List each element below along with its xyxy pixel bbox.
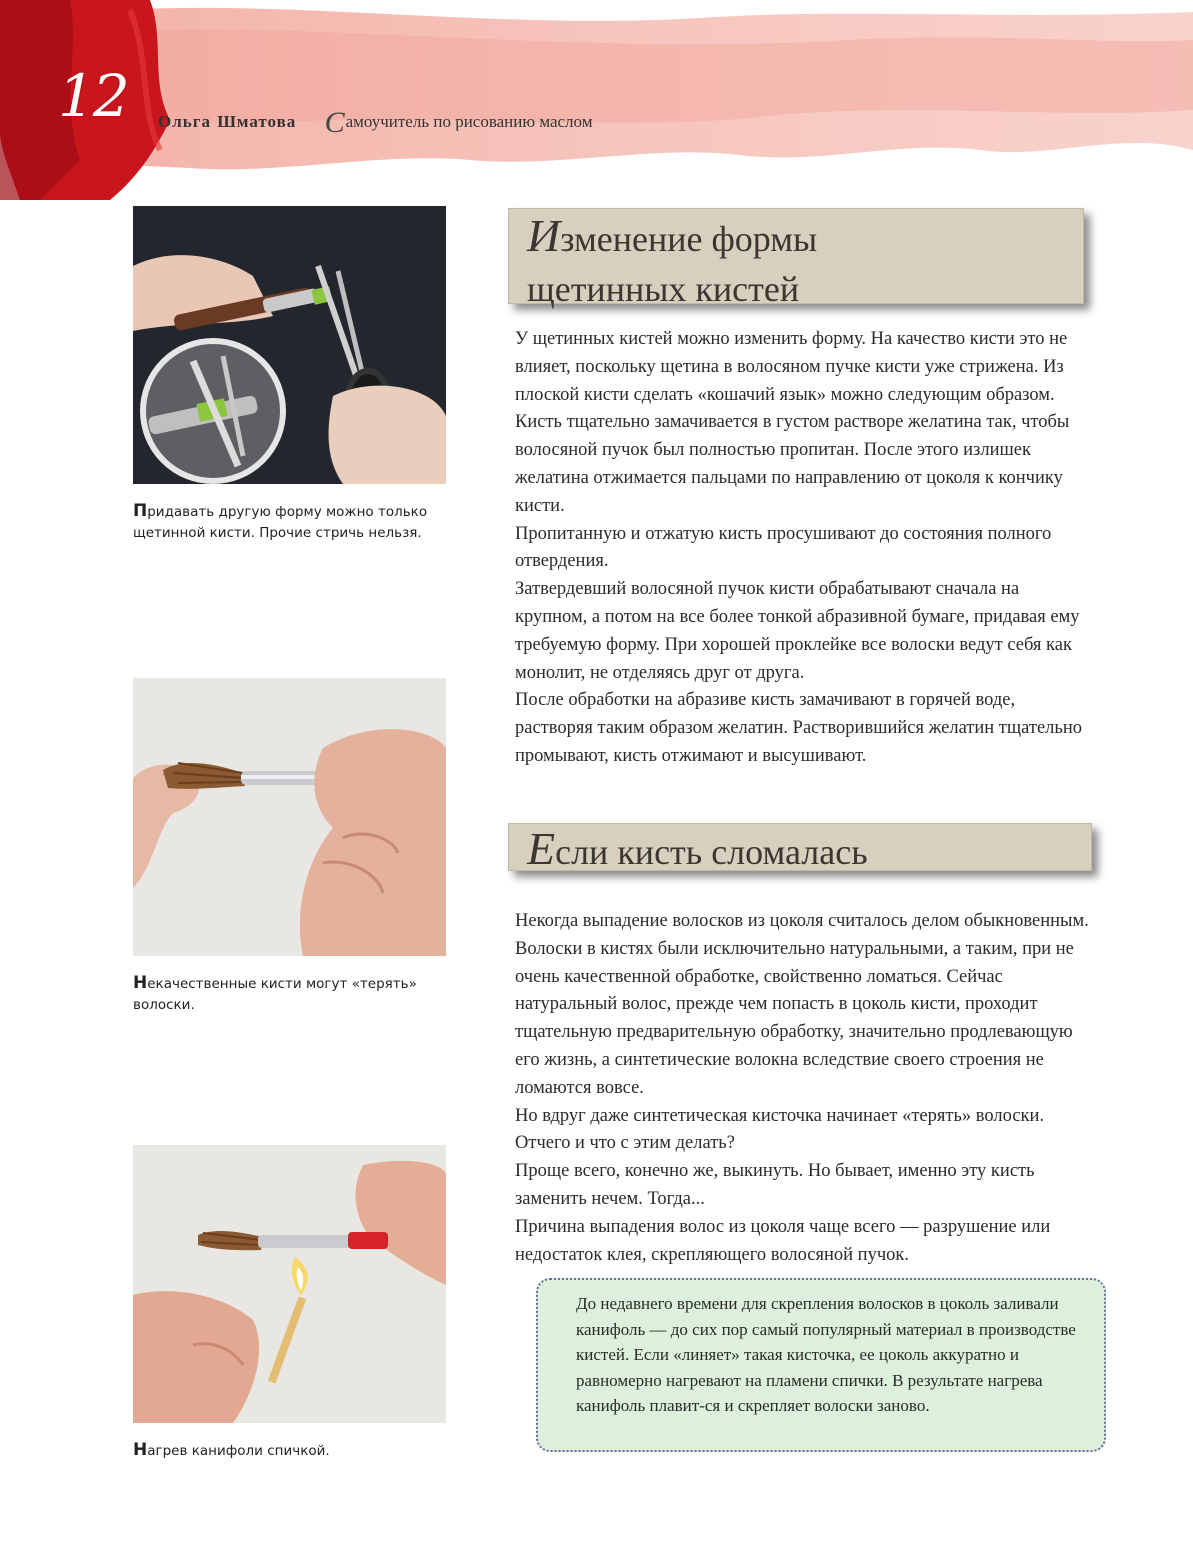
heading-line-2: щетинных кистей (527, 269, 800, 309)
paragraph: У щетинных кистей можно изменить форму. На качество кисти это не влияет, поскольку щетина в волосяном пучке кисти уже стрижена. Из плоской кисти сделать «кошачий язык» можно следующим образом. (515, 329, 1068, 405)
section-2-body (515, 908, 1095, 1269)
book-title-rest: амоучитель по рисованию маслом (345, 112, 593, 131)
section-1-body (515, 326, 1095, 771)
note-text: До недавнего времени для скрепления волосков в цоколь заливали канифоль — до сих пор самый популярный материал в производстве кистей. Если «линяет» такая кисточка, ее цоколь аккуратно и равномерно нагревают на пламени спички. В результате нагрева канифоль плавит-ся и скрепляет волоски заново. (576, 1294, 1076, 1416)
paragraph: Некогда выпадение волосков из цоколя считалось делом обыкновенным. Волоски в кистях были исключительно натуральными, а таким, при не очень качественной обработке, свойственно ломаться. Сейчас натуральный волос, прежде чем попасть в цоколь кисти, проходит тщательную предварительную обработку, значительно продлевающую его жизнь, а синтетические волокна вследствие своего строения не ломаются вовсе. (515, 911, 1089, 1098)
running-head (158, 106, 592, 140)
book-title (324, 106, 593, 139)
paragraph: Причина выпадения волос из цоколя чаще всего — разрушение или недостаток клея, скрепляющего волосяной пучок. (515, 1216, 1051, 1265)
heading-initial: И (527, 210, 561, 261)
paragraph: Затвердевший волосяной пучок кисти обрабатывают сначала на крупном, а потом на все более тонкой абразивной бумаге, придавая ему требуемую форму. При хорошей проклейке все волоски ведут себя как монолит, не отделяясь друг от друга. (515, 579, 1080, 683)
paragraph: Кисть тщательно замачивается в густом растворе желатина так, чтобы волосяной пучок был полностью пропитан. После этого излишек желатина отжимается пальцами по направлению от цоколя к кончику кисти. (515, 412, 1070, 516)
heading-line-1: зменение формы (560, 219, 818, 259)
section-heading-broken-brush (508, 823, 1092, 874)
caption-1: Придавать другую форму можно только щетинной кисти. Прочие стричь нельзя. (133, 501, 428, 541)
heading-initial: Е (527, 823, 556, 874)
page-number: 12 (58, 62, 128, 130)
book-title-initial: С (324, 106, 345, 139)
photo-hands-brush (133, 678, 446, 956)
caption-3: Нагрев канифоли спичкой. (133, 1440, 330, 1460)
paragraph: Но вдруг даже синтетическая кисточка начинает «терять» волоски. Отчего и что с этим делать? (515, 1105, 1045, 1154)
paragraph: Пропитанную и отжатую кисть просушивают до состояния полного отвердения. (515, 523, 1052, 572)
header-paint-wash (0, 0, 1193, 200)
paragraph: После обработки на абразиве кисть замачивают в горячей воде, растворяя таким образом желатин. Растворившийся желатин тщательно промывают, кисть отжимают и высушивают. (515, 690, 1082, 766)
photo-match-brush (133, 1145, 446, 1423)
heading-text: сли кисть сломалась (555, 832, 868, 872)
note-box (536, 1278, 1106, 1452)
author-name: Ольга Шматова (158, 112, 297, 131)
section-heading-shape-change (508, 208, 1084, 309)
photo-scissors-brush (133, 206, 446, 484)
caption-2: Некачественные кисти могут «терять» волоски. (133, 973, 417, 1013)
paragraph: Проще всего, конечно же, выкинуть. Но бывает, именно эту кисть заменить нечем. Тогда... (515, 1161, 1035, 1209)
